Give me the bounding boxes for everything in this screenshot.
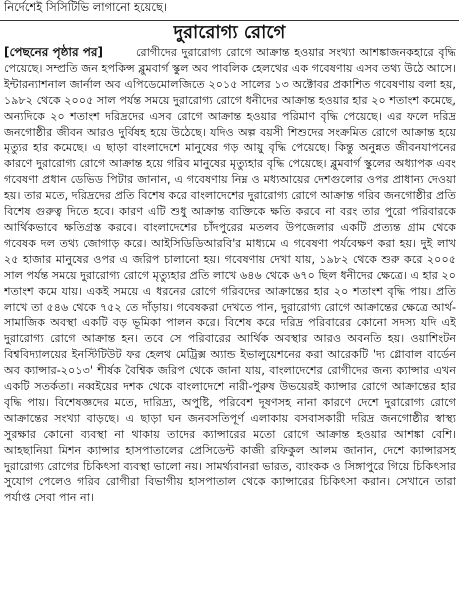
previous-article-continuation: নির্দেশেই সিসিটিভি লাগানো হয়েছে। bbox=[4, 0, 168, 14]
article-headline: দুরারোগ্য রোগে bbox=[173, 22, 286, 43]
continuation-kicker: [পেছনের পৃষ্ঠার পর] bbox=[4, 45, 107, 59]
headline-row bbox=[0, 20, 459, 45]
article-body bbox=[4, 45, 456, 611]
article-body-text: রোগীদের দুরারোগ্য রোগে আক্রান্ত হওয়ার সংখ্যা আশঙ্কাজনকহারে বৃদ্ধি পেয়েছে। সম্প্রতি জন হপকিন্স ব্লুমবার্গ স্কুল অব পাবলিক হেলথের এক গবেষণায় এসব তথ্য উঠে আসে। ইন্টারন্যাশনাল জার্নাল অব এপিডেমোলজিতে ২০১৫ সালের ১৩ অক্টোবর প্রকাশিত গবেষণায় বলা হয়, ১৯৮২ থেকে ২০০৫ সাল পর্যন্ত সময়ে দুরারোগ্য রোগে ধনীদের আক্রান্ত হওয়ার হার ২০ শতাংশ কমেছে, অন্যদিকে ২০ শতাংশ দরিদ্রদের এসব রোগে আক্রান্ত হওয়ার পরিমাণ বৃদ্ধি পেয়েছে। এর ফলে দরিদ্র জনগোষ্ঠীর জীবন আরও দুর্বিষহ হয়ে উঠেছে। যদিও অল্প বয়সী শিশুদের সংক্রমিত রোগে আক্রান্ত হয়ে মৃত্যুর হার কমেছে। এ ছাড়া বাংলাদেশে মানুষের গড় আয়ু বৃদ্ধি পেয়েছে। কিন্তু অনুন্নত জীবনযাপনের কারণে দুরারোগ্য রোগে আক্রান্ত হয়ে গরিব মানুষের মৃত্যুহার বৃদ্ধি পেয়েছে। ব্লুমবার্গ স্কুলের অধ্যাপক এবং গবেষণা প্রধান ডেভিড পিটার জানান, এ গবেষণায় নিম্ন ও মধ্যআয়ের দেশগুলোর ওপর প্রাধান্য দেওয়া হয়। তার মতে, দরিদ্রদের প্রতি বিশেষ করে বাংলাদেশের দুরারোগ্য রোগে আক্রান্ত গরিব জনগোষ্ঠীর প্রতি বিশেষ গুরুত্ব দিতে হবে। কারণ এটি শুধু আক্রান্ত ব্যক্তিকে ক্ষতি করবে না বরং তার পুরো পরিবারকে আর্থিকভাবে ক্ষতিগ্রস্ত করবে। বাংলাদেশের চাঁদপুরের মতলব উপজেলার একটি প্রত্যন্ত গ্রাম থেকে গবেষক দল তথ্য জোগাড় করে। আইসিডিডিআরবি'র মাধ্যমে এ গবেষণা পর্যবেক্ষণ করা হয়। দুই লাখ ২৫ হাজার মানুষের ওপর এ জরিপ চালানো হয়। গবেষণায় দেখা যায়, ১৯৮২ থেকে শুরু করে ২০০৫ সাল পর্যন্ত সময়ে দুরারোগ্য রোগে মৃত্যুহার প্রতি লাখে ৬৪৬ থেকে ৬৭০ ছিল ধনীদের ক্ষেত্রে। এ হার ২০ শতাংশ কমে যায়। একই সময়ে এ ধরনের রোগে গরিবদের আক্রান্তের হার ২০ শতাংশ বৃদ্ধি পায়। প্রতি লাখে তা ৫৪৬ থেকে ৭৫২ তে দাঁড়ায়। গবেষকরা দেখতে পান, দুরারোগ্য রোগে আক্রান্তের ক্ষেত্রে আর্থ-সামাজিক অবস্থা একটি বড় ভূমিকা পালন করে। বিশেষ করে দরিদ্র পরিবারের কোনো সদস্য যদি এই দুরারোগ্য রোগে আক্রান্ত হন। তবে সে পরিবারের আর্থিক অবস্থার আরও অবনতি হয়। ওয়াশিংটন বিশ্ববিদ্যালয়ের ইনস্টিটিউট ফর হেলথ মেট্রিক্স অ্যান্ড ইভালুয়েশনের করা আরেকটি 'দ্য গ্লোবাল বার্ডেন অব ক্যান্সার-২০১৩' শীর্ষক বৈশ্বিক জরিপ থেকে জানা যায়, বাংলাদেশের রোগীদের জন্য ক্যান্সার এখন একটি সতর্কতা। নব্বইয়ের দশক থেকে বাংলাদেশে নারী-পুরুষ উভয়েরই ক্যান্সার রোগে আক্রান্তের হার বৃদ্ধি পায়। বিশেষজ্ঞদের মতে, দারিদ্র্য, অপুষ্টি, পরিবেশ দূষণসহ নানা কারণে দেশে দুরারোগ্য রোগে আক্রান্তের সংখ্যা বাড়ছে। এ ছাড়া ঘন জনবসতিপূর্ণ এলাকায় বসবাসকারী দরিদ্র জনগোষ্ঠীর স্বাস্থ্য সুরক্ষার কোনো ব্যবস্থা না থাকায় তাদের ক্যান্সারের মতো রোগে আক্রান্ত হওয়ার আশঙ্কা বেশি। আহছানিয়া মিশন ক্যান্সার হাসপাতালের প্রেসিডেন্ট কাজী রফিকুল আলম জানান, দেশে ক্যান্সারসহ দুরারোগ্য রোগের চিকিৎসা ব্যবস্থা ভালো নয়। সামর্থ্যবানরা ভারত, ব্যাংকক ও সিঙ্গাপুরে গিয়ে চিকিৎসার সুযোগ পেলেও গরিব রোগীরা বিভাগীয় হাসপাতাল থেকে ক্যান্সারের চিকিৎসা করান। সেখানে তারা পর্যাপ্ত সেবা পান না। bbox=[4, 46, 456, 505]
